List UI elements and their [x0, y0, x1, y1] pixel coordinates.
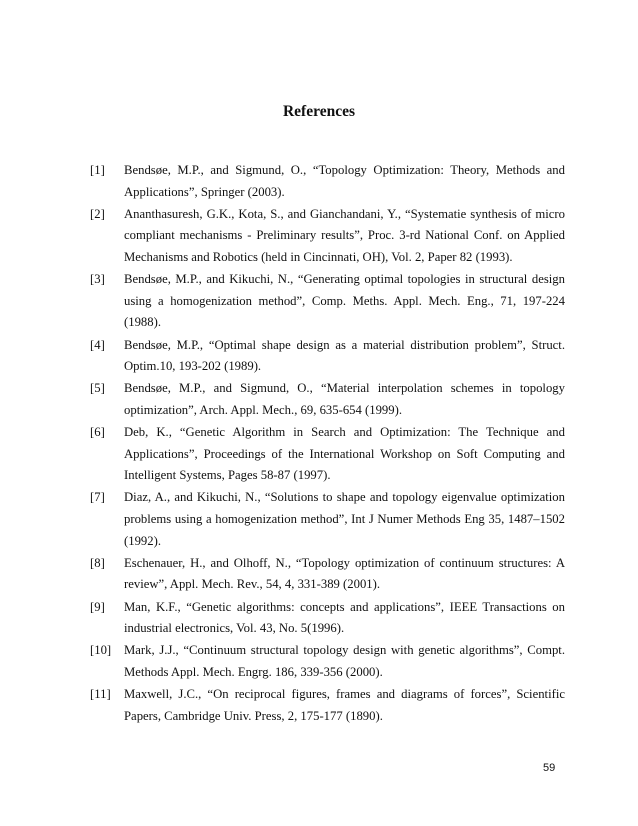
reference-text: Mark, J.J., “Continuum structural topology design with genetic algorithms”, Compt. Methods Appl. Mech. Engrg. 186, 339-356 (2000). — [124, 643, 565, 679]
reference-text: Diaz, A., and Kikuchi, N., “Solutions to shape and topology eigenvalue optimization problems using a homogenization method”, Int J Numer Methods Eng 35, 1487–1502 (1992). — [124, 490, 565, 548]
reference-text: Deb, K., “Genetic Algorithm in Search and Optimization: The Technique and Applications”, Proceedings of the International Workshop on Soft Computing and Intelligent Systems, Pages 58-87 (1997). — [124, 425, 565, 483]
reference-number: [8] — [90, 555, 105, 570]
reference-number: [7] — [90, 490, 105, 505]
reference-text: Bendsøe, M.P., and Sigmund, O., “Topology Optimization: Theory, Methods and Applications”, Springer (2003). — [124, 163, 565, 199]
reference-number: [1] — [90, 163, 105, 177]
reference-number: [9] — [90, 599, 105, 614]
reference-number: [5] — [90, 381, 105, 396]
page-title: References — [282, 103, 355, 120]
reference-number: [3] — [90, 272, 105, 287]
reference-text: Bendsøe, M.P., and Sigmund, O., “Material interpolation schemes in topology optimization”, Arch. Appl. Mech., 69, 635-654 (1999). — [124, 381, 565, 417]
reference-number: [2] — [90, 206, 105, 221]
reference-number: [4] — [90, 337, 105, 352]
reference-text: Ananthasuresh, G.K., Kota, S., and Gianchandani, Y., “Systematie synthesis of micro compliant mechanisms - Preliminary results”, Proc. 3-rd National Conf. on Applied Mechanisms and Robotics (held in Cincinnati, OH), Vol. 2, Paper 82 (1993). — [124, 206, 565, 264]
reference-text: Bendsøe, M.P., “Optimal shape design as a material distribution problem”, Struct. Optim.10, 193-202 (1989). — [124, 337, 565, 374]
reference-text: Eschenauer, H., and Olhoff, N., “Topology optimization of continuum structures: A review”, Appl. Mech. Rev., 54, 4, 331-389 (2001). — [124, 555, 565, 592]
page-number: 59 — [543, 762, 556, 774]
reference-item — [90, 597, 565, 640]
reference-item — [90, 378, 565, 421]
reference-item — [90, 204, 565, 269]
reference-item — [90, 553, 565, 596]
reference-text: Bendsøe, M.P., and Kikuchi, N., “Generating optimal topologies in structural design using a homogenization method”, Comp. Meths. Appl. Mech. Eng., 71, 197-224 (1988). — [124, 272, 565, 330]
reference-text: Man, K.F., “Genetic algorithms: concepts and applications”, IEEE Transactions on industrial electronics, Vol. 43, No. 5(1996). — [124, 599, 565, 636]
reference-item — [90, 684, 565, 727]
reference-number: [6] — [90, 425, 105, 440]
reference-item — [90, 422, 565, 487]
reference-number: [11] — [90, 687, 111, 702]
reference-item — [90, 160, 565, 203]
reference-item — [90, 640, 565, 683]
reference-item — [90, 269, 565, 334]
reference-item — [90, 487, 565, 552]
reference-list — [90, 160, 565, 728]
reference-item — [90, 335, 565, 378]
reference-text: Maxwell, J.C., “On reciprocal figures, frames and diagrams of forces”, Scientific Papers, Cambridge Univ. Press, 2, 175-177 (1890). — [124, 687, 565, 723]
reference-number: [10] — [90, 643, 112, 658]
